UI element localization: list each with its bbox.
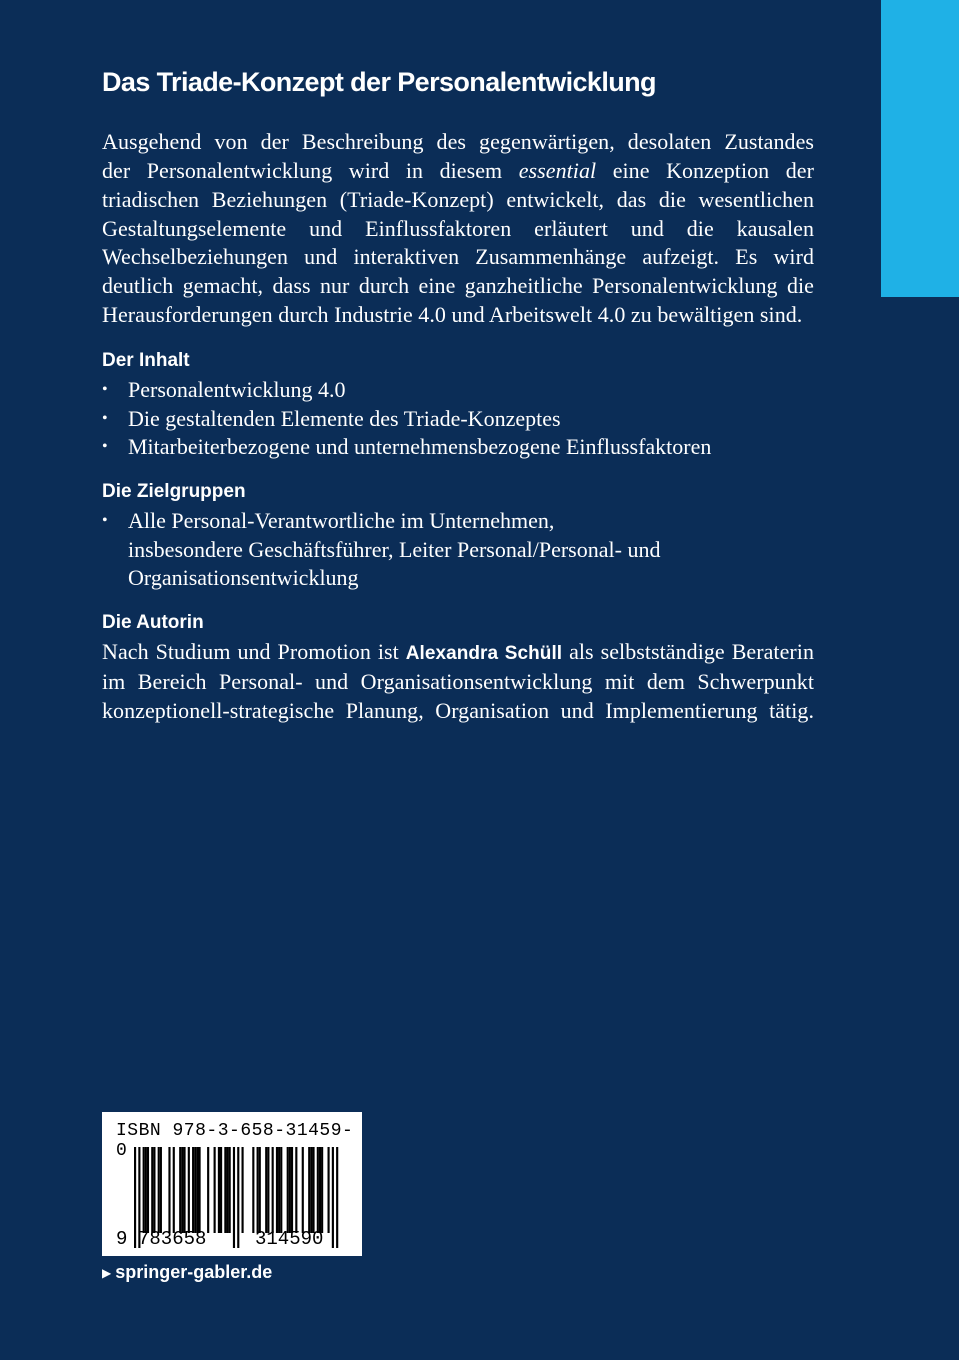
- intro-line: Wechselbeziehungen und interaktiven Zusammenhänge aufzeigt. Es wird: [102, 244, 814, 270]
- inhalt-list: [102, 376, 814, 462]
- author-name: Alexandra Schüll: [405, 642, 563, 664]
- intro-line: Ausgehend von der Beschreibung des gegenwärtigen, desolaten Zustandes: [102, 129, 814, 155]
- bullet-icon: •: [102, 511, 108, 529]
- barcode-bar: [134, 1147, 136, 1248]
- list-item-text: Mitarbeiterbezogene und unternehmensbezogene Einflussfaktoren: [128, 434, 712, 460]
- barcode-bar: [252, 1147, 254, 1233]
- list-item: [102, 405, 814, 434]
- barcode-bar: [336, 1147, 338, 1248]
- barcode-bar: [158, 1147, 160, 1233]
- barcode-bar: [280, 1147, 282, 1233]
- bullet-icon: •: [102, 409, 108, 427]
- barcode-bar: [207, 1147, 209, 1233]
- bullet-icon: •: [102, 438, 108, 456]
- list-item-text: Die gestaltenden Elemente des Triade-Konzeptes: [128, 405, 561, 431]
- barcode-bar: [153, 1147, 155, 1233]
- barcode-bar: [192, 1147, 194, 1233]
- intro-line: triadischen Beziehungen (Triade-Konzept) entwickelt, das die wesentlichen: [102, 186, 814, 212]
- barcode-bar: [289, 1147, 291, 1233]
- barcode-bar: [160, 1147, 162, 1233]
- list-item-line: insbesondere Geschäftsführer, Leiter Personal/Personal- und: [128, 536, 661, 562]
- list-item: [102, 433, 814, 462]
- barcode-bar: [199, 1147, 201, 1233]
- barcode-bar: [295, 1147, 297, 1233]
- barcode-bar: [257, 1147, 259, 1233]
- barcode-digits-right: 314590: [255, 1228, 324, 1250]
- intro-line: Herausforderungen durch Industrie 4.0 und Arbeitswelt 4.0 zu bewältigen sind.: [102, 301, 803, 327]
- author-line-start: Nach Studium und Promotion ist: [102, 638, 406, 664]
- barcode-bar: [308, 1147, 310, 1233]
- barcode-bar: [145, 1147, 147, 1233]
- barcode-bar: [168, 1147, 170, 1233]
- barcode-bar: [287, 1147, 289, 1233]
- barcode-bar: [317, 1147, 319, 1233]
- barcode-bar: [220, 1147, 222, 1233]
- intro-line-end: eine Konzeption der: [596, 158, 814, 184]
- barcode-bar: [147, 1147, 149, 1233]
- author-line-end: als selbstständige Beraterin: [562, 638, 814, 664]
- barcode-bar: [265, 1147, 267, 1233]
- isbn-label: ISBN 978-3-658-31459-0: [116, 1121, 354, 1161]
- barcode-bar: [173, 1147, 175, 1233]
- intro-line: [102, 157, 814, 186]
- section-heading-zielgruppen: Die Zielgruppen: [102, 481, 246, 503]
- bullet-icon: •: [102, 381, 108, 398]
- barcode-bar: [310, 1147, 312, 1233]
- author-paragraph: [102, 638, 814, 726]
- barcode-bar: [328, 1147, 330, 1233]
- author-line: konzeptionell-strategische Planung, Organisation und Implementierung tätig.: [102, 698, 814, 723]
- barcode-bar: [224, 1147, 226, 1233]
- barcode-bar: [226, 1147, 228, 1233]
- isbn-barcode: [102, 1112, 362, 1256]
- play-triangle-icon: ▶: [102, 1265, 112, 1280]
- barcode-bar: [229, 1147, 231, 1233]
- publisher-link[interactable]: [102, 1262, 272, 1283]
- barcode-bar: [278, 1147, 280, 1233]
- accent-bar: [881, 0, 959, 297]
- author-line: im Bereich Personal- und Organisationsentwicklung mit dem Schwerpunkt: [102, 669, 814, 695]
- list-item: [102, 376, 814, 405]
- barcode-bar: [291, 1147, 293, 1233]
- section-heading-inhalt: Der Inhalt: [102, 350, 190, 372]
- essential-emphasis: essential: [518, 158, 597, 184]
- list-item: [102, 507, 814, 593]
- barcode-bar: [267, 1147, 269, 1233]
- barcode-bar: [276, 1147, 278, 1233]
- barcode-bar: [272, 1147, 274, 1233]
- barcode-digits-left: 783658: [138, 1228, 207, 1250]
- barcode-bar: [242, 1147, 244, 1233]
- barcode-bar: [321, 1147, 323, 1233]
- barcode-bar: [233, 1147, 235, 1248]
- list-item-line: Alle Personal-Verantwortliche im Unternehmen,: [128, 507, 555, 533]
- intro-line: deutlich gemacht, dass nur durch eine ganzheitliche Personalentwicklung die: [102, 272, 814, 298]
- back-cover-content: [102, 66, 814, 726]
- barcode-bar: [188, 1147, 190, 1233]
- barcode-bar: [194, 1147, 196, 1233]
- barcode-digit-prefix: 9: [116, 1228, 128, 1250]
- intro-line-start: der Personalentwicklung wird in diesem: [102, 158, 519, 184]
- list-item-text: [128, 507, 814, 593]
- barcode-bar: [312, 1147, 314, 1233]
- barcode-bar: [218, 1147, 220, 1233]
- barcode-bar: [196, 1147, 198, 1233]
- intro-paragraph: [102, 128, 814, 329]
- book-title: Das Triade-Konzept der Personalentwicklung: [102, 67, 656, 97]
- section-heading-autorin: Die Autorin: [102, 611, 204, 633]
- barcode-bar: [302, 1147, 304, 1233]
- barcode-bar: [237, 1147, 239, 1248]
- intro-line: Gestaltungselemente und Einflussfaktoren erläutert und die kausalen: [102, 215, 814, 241]
- barcode-bar: [259, 1147, 261, 1233]
- publisher-url: springer-gabler.de: [115, 1262, 273, 1282]
- author-line: [102, 638, 814, 669]
- zielgruppen-list: [102, 507, 814, 593]
- list-item-text: Personalentwicklung 4.0: [128, 377, 346, 402]
- barcode-bar: [143, 1147, 145, 1233]
- barcode-bar: [214, 1147, 216, 1233]
- barcode-bar: [183, 1147, 185, 1233]
- barcode-bar: [332, 1147, 334, 1248]
- barcode-bar: [151, 1147, 153, 1233]
- barcode-bar: [179, 1147, 181, 1233]
- barcode-bar: [181, 1147, 183, 1233]
- barcode-bar: [319, 1147, 321, 1233]
- list-item-line: Organisationsentwicklung: [128, 565, 359, 591]
